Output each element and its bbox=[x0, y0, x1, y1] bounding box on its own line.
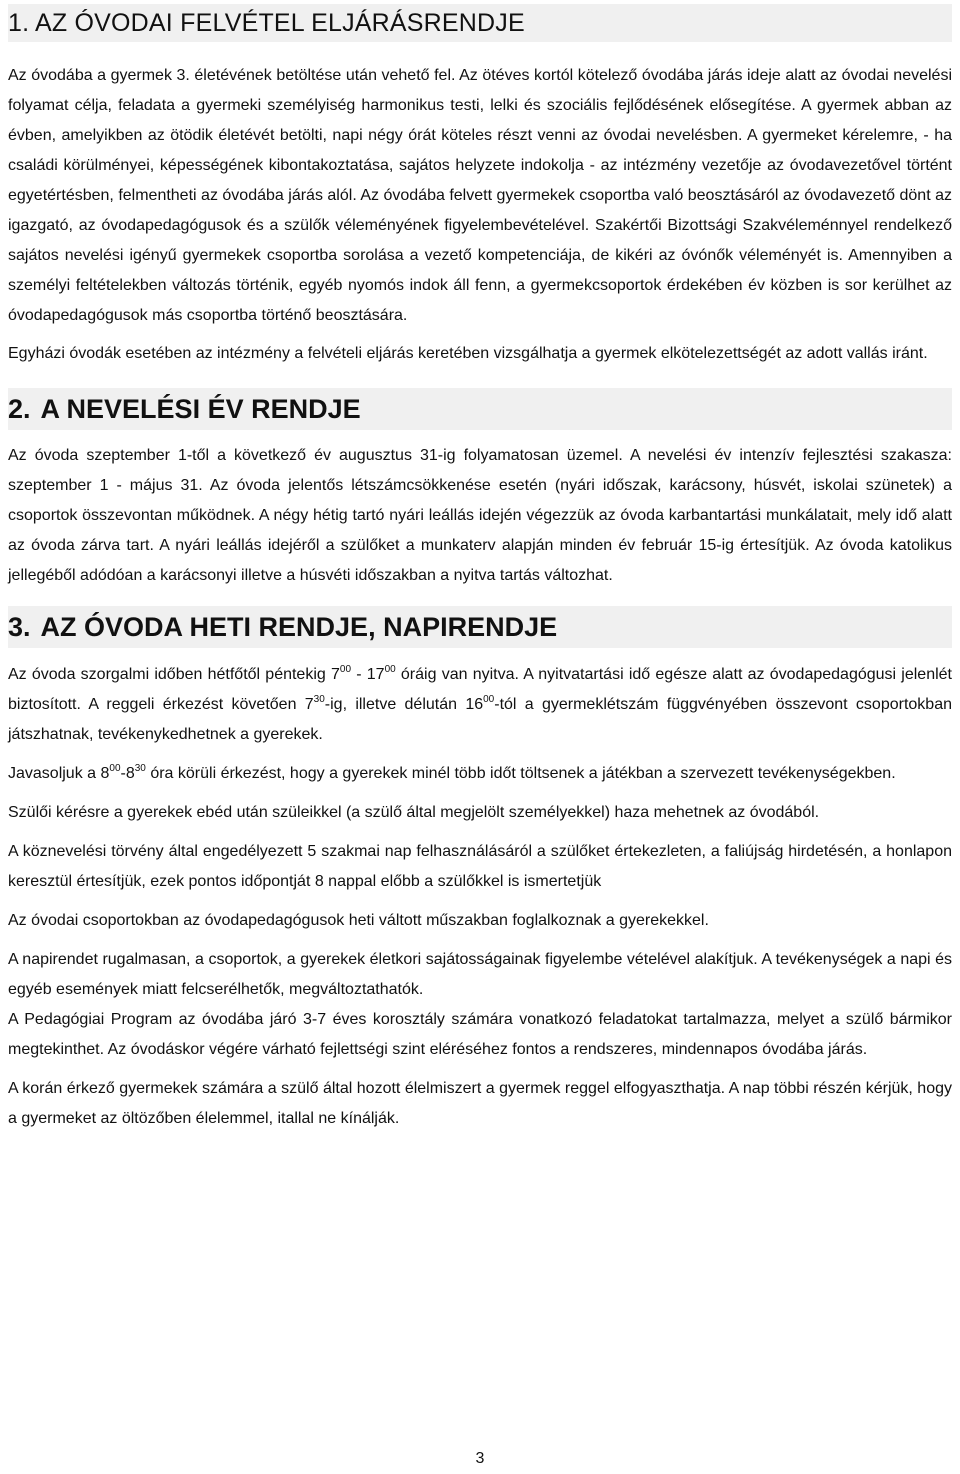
text-run: óráig van nyitva. A nyitvatartási idő egésze alatt az óvodapedagógusi jelenlét biztosított. A reggeli érkezést követően 7 bbox=[8, 666, 953, 713]
section-3-paragraph-6: A napirendet rugalmasan, a csoportok, a gyerekek életkori sajátosságainak figyelembe vételével alakítjuk. A tevékenységek a napi és egyéb események miatt felcserélhetők, megváltoztathatók. bbox=[8, 951, 952, 998]
section-3-heading-band bbox=[8, 606, 952, 648]
page-number: 3 bbox=[475, 1450, 485, 1467]
document-page bbox=[8, 0, 952, 1134]
superscript: 00 bbox=[339, 664, 352, 675]
section-1-heading-band bbox=[8, 4, 952, 42]
section-3-paragraph-arrival bbox=[8, 759, 952, 789]
section-3-paragraph-7: A Pedagógiai Program az óvodába járó 3-7 éves korosztály számára vonatkozó feladatokat tartalmazza, melyet a szülő bármikor megtekinthet. Az óvodáskor végére várható fejlettségi szint eléréséhez fontos a rendszeres, mindennapos óvodába járás. bbox=[8, 1011, 952, 1058]
section-3-title bbox=[8, 612, 557, 643]
section-2-title-text: A NEVELÉSI ÉV RENDJE bbox=[40, 393, 361, 424]
text-run: -ig, illetve délután 16 bbox=[324, 696, 484, 713]
section-3-paragraph-5: Az óvodai csoportokban az óvodapedagógusok heti váltott műszakban foglalkoznak a gyerekekkel. bbox=[8, 912, 709, 929]
section-3-paragraph-3: Szülői kérésre a gyerekek ebéd után szüleikkel (a szülő által megjelölt személyekkel) haza mehetnek az óvodából. bbox=[8, 804, 820, 821]
section-3-number: 3. bbox=[8, 611, 31, 642]
text-run: óra körüli érkezést, hogy a gyerekek minél több időt töltsenek a játékban a szervezett tevékenységekben. bbox=[145, 765, 896, 782]
text-run: -tól a gyermeklétszám függvényében összevont csoportokban játszhatnak, tevékenykedhetnek a gyerekek. bbox=[8, 696, 952, 743]
section-2-number: 2. bbox=[8, 393, 31, 424]
section-1-paragraph-2: Egyházi óvodák esetében az intézmény a felvételi eljárás keretében vizsgálhatja a gyermek elkötelezettségét az adott vallás iránt. bbox=[8, 345, 928, 362]
superscript: 00 bbox=[384, 664, 396, 675]
text-run: Az óvoda szorgalmi időben hétfőtől péntekig 7 bbox=[8, 666, 340, 683]
text-run: - 17 bbox=[351, 666, 385, 683]
section-3-paragraph-opening-hours bbox=[8, 660, 952, 750]
section-2-heading-band bbox=[8, 388, 952, 430]
section-3-title-text: AZ ÓVODA HETI RENDJE, NAPIRENDJE bbox=[40, 611, 558, 642]
superscript: 00 bbox=[109, 763, 121, 774]
section-1-title: 1. AZ ÓVODAI FELVÉTEL ELJÁRÁSRENDJE bbox=[8, 8, 525, 37]
section-3-paragraph-8: A korán érkező gyermekek számára a szülő által hozott élelmiszert a gyermek reggel elfogyaszthatja. A nap többi részén kérjük, hogy a gyermeket az öltözőben élelemmel, itallal ne kínálják. bbox=[8, 1080, 952, 1127]
text-run: Javasoljuk a 8 bbox=[8, 765, 110, 782]
section-2-paragraph-1: Az óvoda szeptember 1-től a következő év augusztus 31-ig folyamatosan üzemel. A nevelési év intenzív fejlesztési szakasza: szeptember 1 - május 31. Az óvoda jelentős létszámcsökkenése esetén (nyári időszak, karácsony, húsvét, iskolai szünetek) a csoportok összevontan működnek. A négy hétig tartó nyári leállás idején végezzük az óvoda karbantartási munkálatait, mely idő alatt az óvoda zárva tart. A nyári leállás idejéről a szülőket a munkaterv alapján minden év február 15-ig értesítjük. Az óvoda katolikus jellegéből adódóan a karácsonyi illetve a húsvéti időszakban a nyitva tartás változhat. bbox=[8, 447, 952, 584]
superscript: 30 bbox=[313, 694, 325, 705]
superscript: 30 bbox=[134, 763, 146, 774]
text-run: -8 bbox=[120, 765, 135, 782]
section-2-title bbox=[8, 394, 361, 425]
section-3-paragraph-4: A köznevelési törvény által engedélyezett 5 szakmai nap felhasználásáról a szülőket értekezleten, a faliújság hirdetésén, a honlapon keresztül értesítjük, ezek pontos időpontját 8 nappal előbb a szülőkkel is ismertetjük bbox=[8, 843, 952, 890]
section-1-paragraph-1: Az óvodába a gyermek 3. életévének betöltése után vehető fel. Az ötéves kortól kötelező óvodába járás ideje alatt az óvodai nevelési folyamat célja, feladata a gyermeki személyiség harmonikus testi, lelki és szociális fejlődésének elősegítése. A gyermek abban az évben, amelyikben az ötödik életévét betölti, napi négy órát köteles részt venni az óvodai nevelésben. A gyermeket kérelemre, - ha családi körülményei, képességének kibontakoztatása, sajátos helyzete indokolja - az intézmény vezetője az óvodavezetővel történt egyetértésben, felmentheti az óvodába járás alól. Az óvodába felvett gyermekek csoportba való beosztásáról az óvodavezető dönt az igazgató, az óvodapedagógusok és a szülők véleményének figyelembevételével. Szakértői Bizottsági Szakvéleménnyel rendelkező sajátos nevelési igényű gyermekek csoportba sorolása a vezető kompetenciája, de kikéri az óvónők véleményét is. Amennyiben a személyi feltételekben változás történik, egyéb nyomós indok áll fenn, a gyermekcsoportok érdekében év közben is sor kerülhet az óvodapedagógusok más csoportba történő beosztására. bbox=[8, 67, 952, 324]
superscript: 00 bbox=[483, 694, 495, 705]
